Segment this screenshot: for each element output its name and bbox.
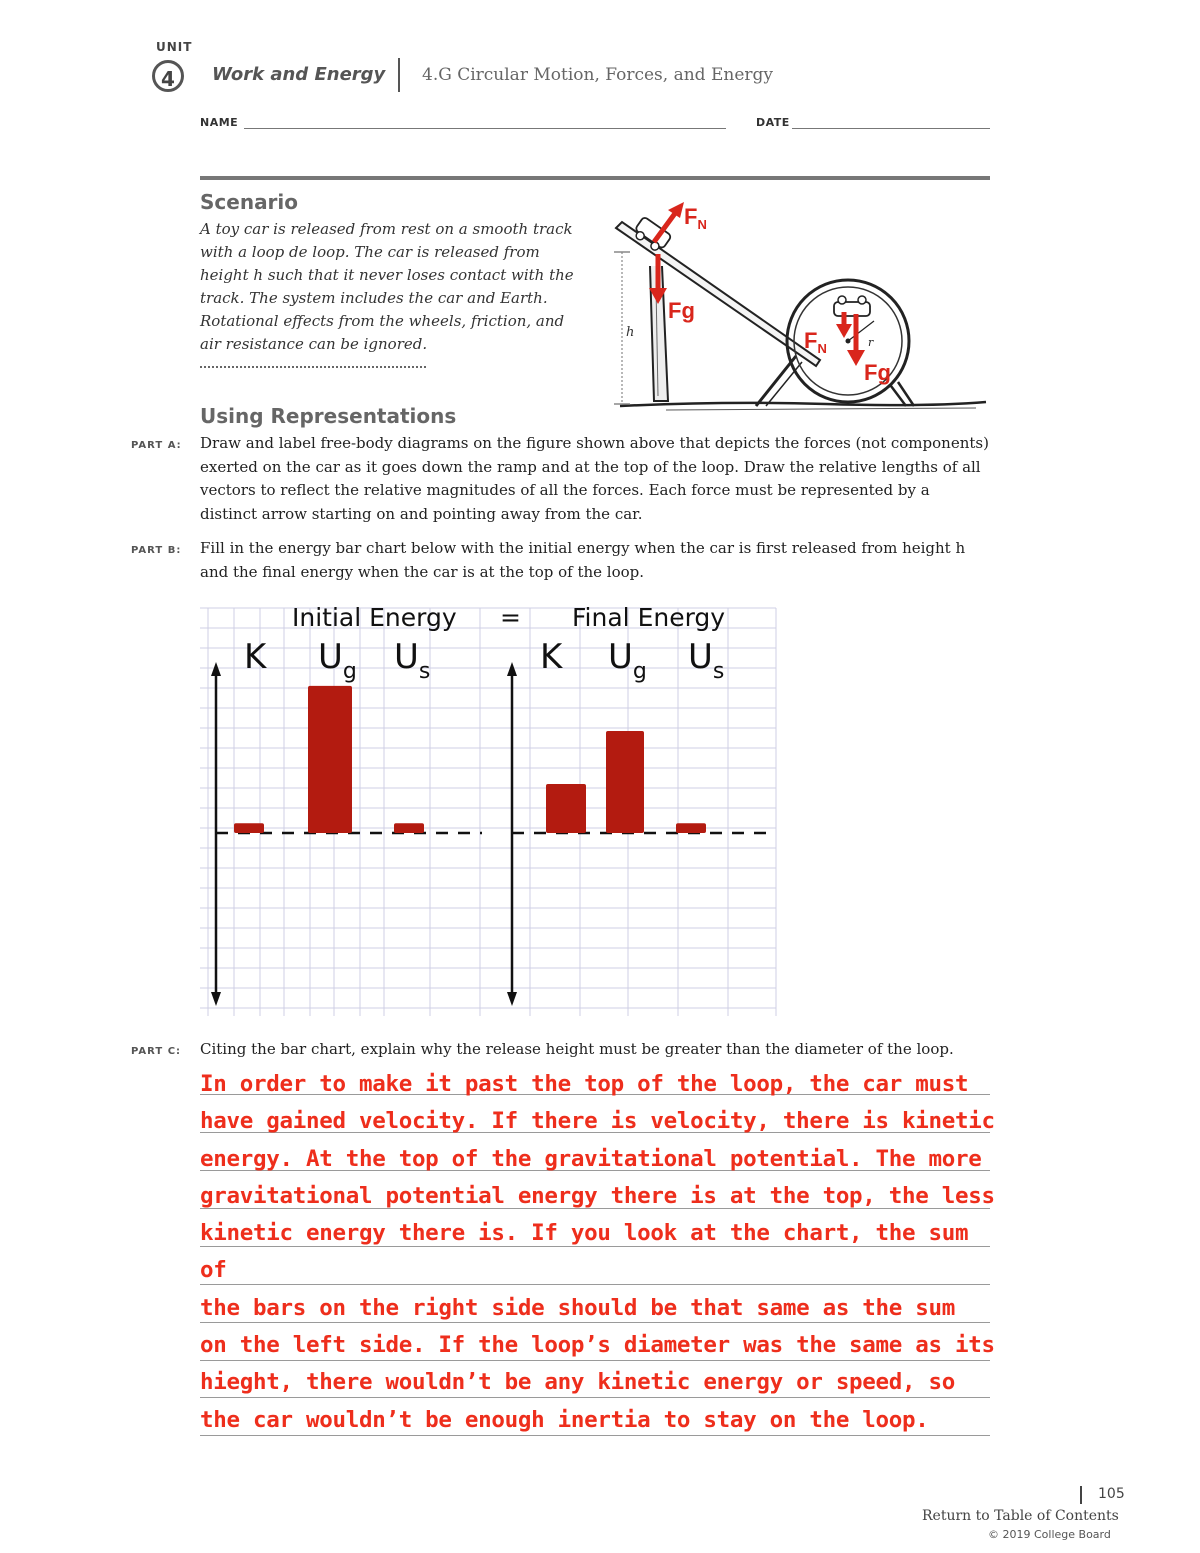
- energy-category-label: $U_s$: [688, 637, 725, 684]
- energy-category-label: $U_s$: [394, 637, 431, 684]
- footer-separator: [1080, 1486, 1082, 1504]
- part-b-label: PART B:: [131, 545, 182, 556]
- chart-equals-sign: =: [500, 603, 521, 632]
- y-axis-arrow-down: [507, 992, 517, 1006]
- name-field[interactable]: [244, 128, 726, 129]
- energy-bar-k: [234, 823, 264, 833]
- energy-bar-k: [546, 784, 586, 833]
- energy-bar-chart: [200, 600, 780, 1020]
- energy-bar-ug: [606, 731, 644, 833]
- answer-line: kinetic energy there is. If you look at the chart, the sum of: [200, 1220, 969, 1284]
- energy-category-label: $U_g$: [318, 637, 357, 684]
- height-label: h: [626, 325, 635, 340]
- unit-number-badge: 4: [152, 60, 184, 92]
- chart-title-final: Final Energy: [572, 603, 726, 632]
- page-number: 105: [1098, 1486, 1125, 1502]
- answer-line: energy. At the top of the gravitational potential. The more: [200, 1145, 982, 1172]
- y-axis-arrow-up: [507, 662, 517, 676]
- energy-bar-us: [394, 823, 424, 833]
- part-b-text: Fill in the energy bar chart below with the initial energy when the car is first released from height h and the final energy when the car is at the top of the loop.: [200, 539, 966, 581]
- name-label: NAME: [200, 116, 239, 129]
- part-c-label: PART C:: [131, 1046, 182, 1057]
- title-separator: [398, 58, 400, 92]
- normal-force-loop-label: $F_N$: [804, 328, 827, 356]
- answer-line: on the left side. If the loop’s diameter was the same as its: [200, 1332, 995, 1359]
- part-c-text: Citing the bar chart, explain why the release height must be greater than the diameter of the loop.: [200, 1040, 954, 1058]
- answer-line: the car wouldn’t be enough inertia to stay on the loop.: [200, 1406, 929, 1433]
- gravity-force-ramp-label: Fg: [668, 298, 695, 323]
- y-axis-arrow-down: [211, 992, 221, 1006]
- energy-category-label: K: [540, 637, 563, 677]
- normal-force-ramp-label: $F_N$: [684, 204, 707, 232]
- handwritten-answer[interactable]: [200, 1066, 1000, 1439]
- unit-title: Work and Energy: [212, 64, 386, 85]
- answer-line: hieght, there wouldn’t be any kinetic energy or speed, so: [200, 1369, 956, 1396]
- gravity-force-loop-label: Fg: [864, 360, 891, 385]
- answer-line: gravitational potential energy there is at the top, the less: [200, 1182, 995, 1209]
- track-figure: [606, 196, 990, 414]
- table-of-contents-link[interactable]: Return to Table of Contents: [922, 1508, 1119, 1524]
- answer-line: have gained velocity. If there is velocity, there is kinetic: [200, 1108, 995, 1135]
- y-axis-arrow-up: [211, 662, 221, 676]
- copyright: © 2019 College Board: [988, 1528, 1111, 1541]
- energy-bar-us: [676, 823, 706, 833]
- part-a-label: PART A:: [131, 440, 182, 451]
- radius-label: r: [868, 336, 874, 349]
- answer-line: In order to make it past the top of the loop, the car must: [200, 1071, 969, 1097]
- chart-title-initial: Initial Energy: [292, 603, 457, 632]
- date-label: DATE: [756, 116, 790, 129]
- car-on-loop: [834, 296, 870, 316]
- lesson-title: 4.G Circular Motion, Forces, and Energy: [422, 65, 773, 85]
- unit-label: UNIT: [156, 40, 193, 54]
- section-divider: [200, 176, 990, 180]
- date-field[interactable]: [792, 128, 990, 129]
- energy-bar-ug: [308, 686, 352, 833]
- representations-heading: Using Representations: [200, 404, 457, 428]
- scenario-text: A toy car is released from rest on a smooth track with a loop de loop. The car is released from height h such that it never loses contact with the track. The system includes the car and Earth. Rotational effects from the wheels, friction, and air resistance can be ignored.: [200, 220, 574, 353]
- answer-line: the bars on the right side should be that same as the sum: [200, 1294, 956, 1321]
- energy-category-label: $U_g$: [608, 637, 647, 684]
- scenario-dotted-rule: [200, 366, 426, 368]
- part-a-text: Draw and label free-body diagrams on the figure shown above that depicts the forces (not components) exerted on the car as it goes down the ramp and at the top of the loop. Draw the relative lengths of all vectors to reflect the relative magnitudes of all the forces. Each force must be represented by a distinct arrow starting on and pointing away from the car.: [200, 434, 989, 523]
- scenario-heading: Scenario: [200, 190, 299, 214]
- energy-category-label: K: [244, 637, 267, 677]
